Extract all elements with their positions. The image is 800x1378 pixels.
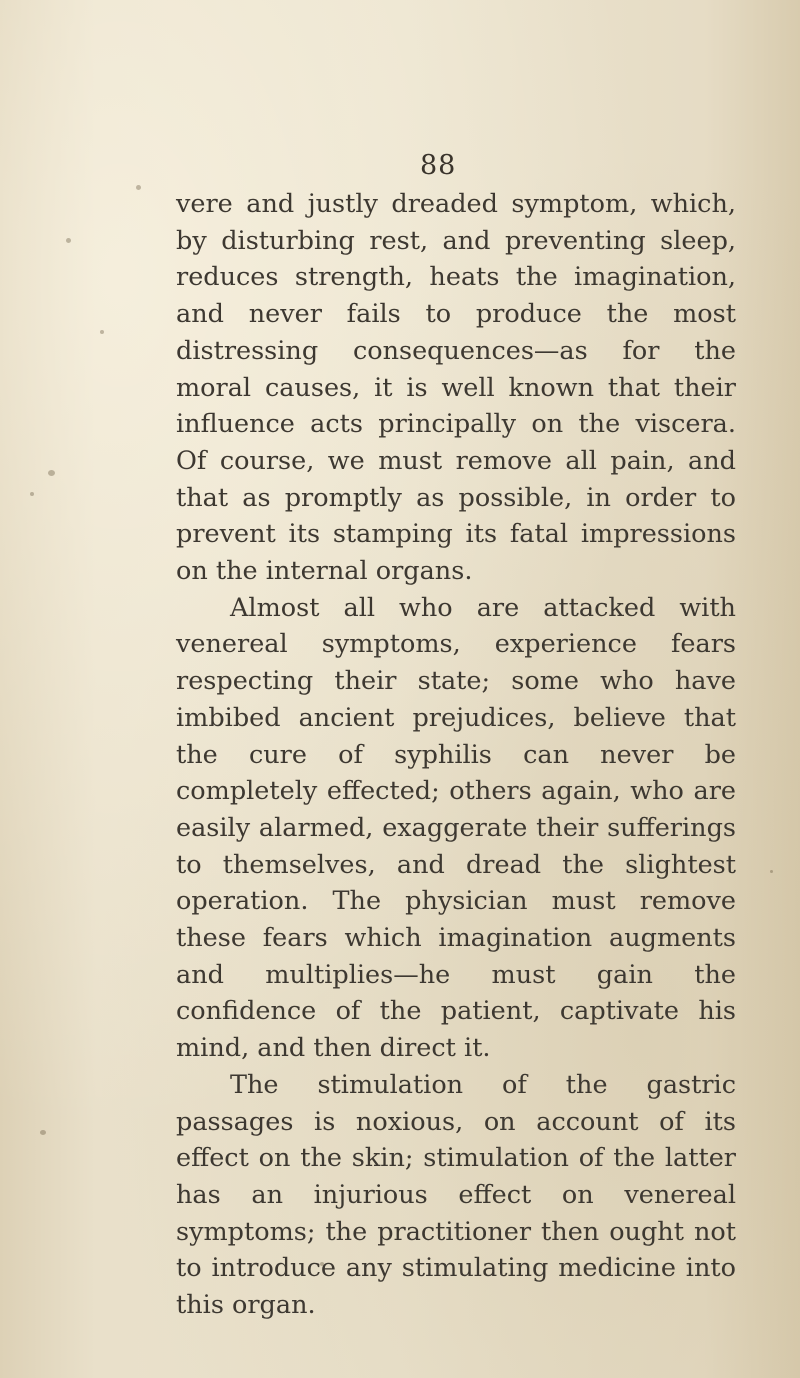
paper-speck bbox=[30, 492, 34, 496]
paper-speck bbox=[770, 870, 773, 873]
paper-speck bbox=[48, 470, 55, 476]
paper-speck bbox=[100, 330, 104, 334]
paragraph-gastric-stimulation: The stimulation of the gastric passages is noxious, on account of its effect on the skin; stimulation of the latter has an injurious effect on venereal symptoms; the practitioner then ought not to introduce any stimulating medicine into this organ. bbox=[176, 1069, 736, 1321]
paper-speck bbox=[66, 238, 71, 243]
paper-speck bbox=[136, 185, 141, 190]
page-number: 88 bbox=[420, 150, 457, 181]
paragraph-venereal-fears: Almost all who are attacked with venereal symptoms, experience fears respecting their state; some who have imbibed ancient prejudices, believe that the cure of syphilis can never be completely effected; others again, who are easily alarmed, exaggerate their sufferings to themselves, and dread the slightest operation. The physician must remove these fears which imagination augments and multiplies—he must gain the confidence of the patient, captivate his mind, and then direct it. bbox=[176, 592, 736, 1064]
paragraph-continuation: vere and justly dreaded symptom, which, by disturbing rest, and preventing sleep, reduces strength, heats the imagination, and never fails to produce the most distressing consequences—as for the moral causes, it is well known that their influence acts principally on the viscera. Of course, we must remove all pain, and that as promptly as possible, in order to prevent its stamping its fatal impressions on the internal organs. bbox=[176, 189, 736, 587]
paper-speck bbox=[40, 1130, 46, 1135]
body-text bbox=[176, 186, 736, 1324]
paper-speck bbox=[320, 1262, 324, 1266]
